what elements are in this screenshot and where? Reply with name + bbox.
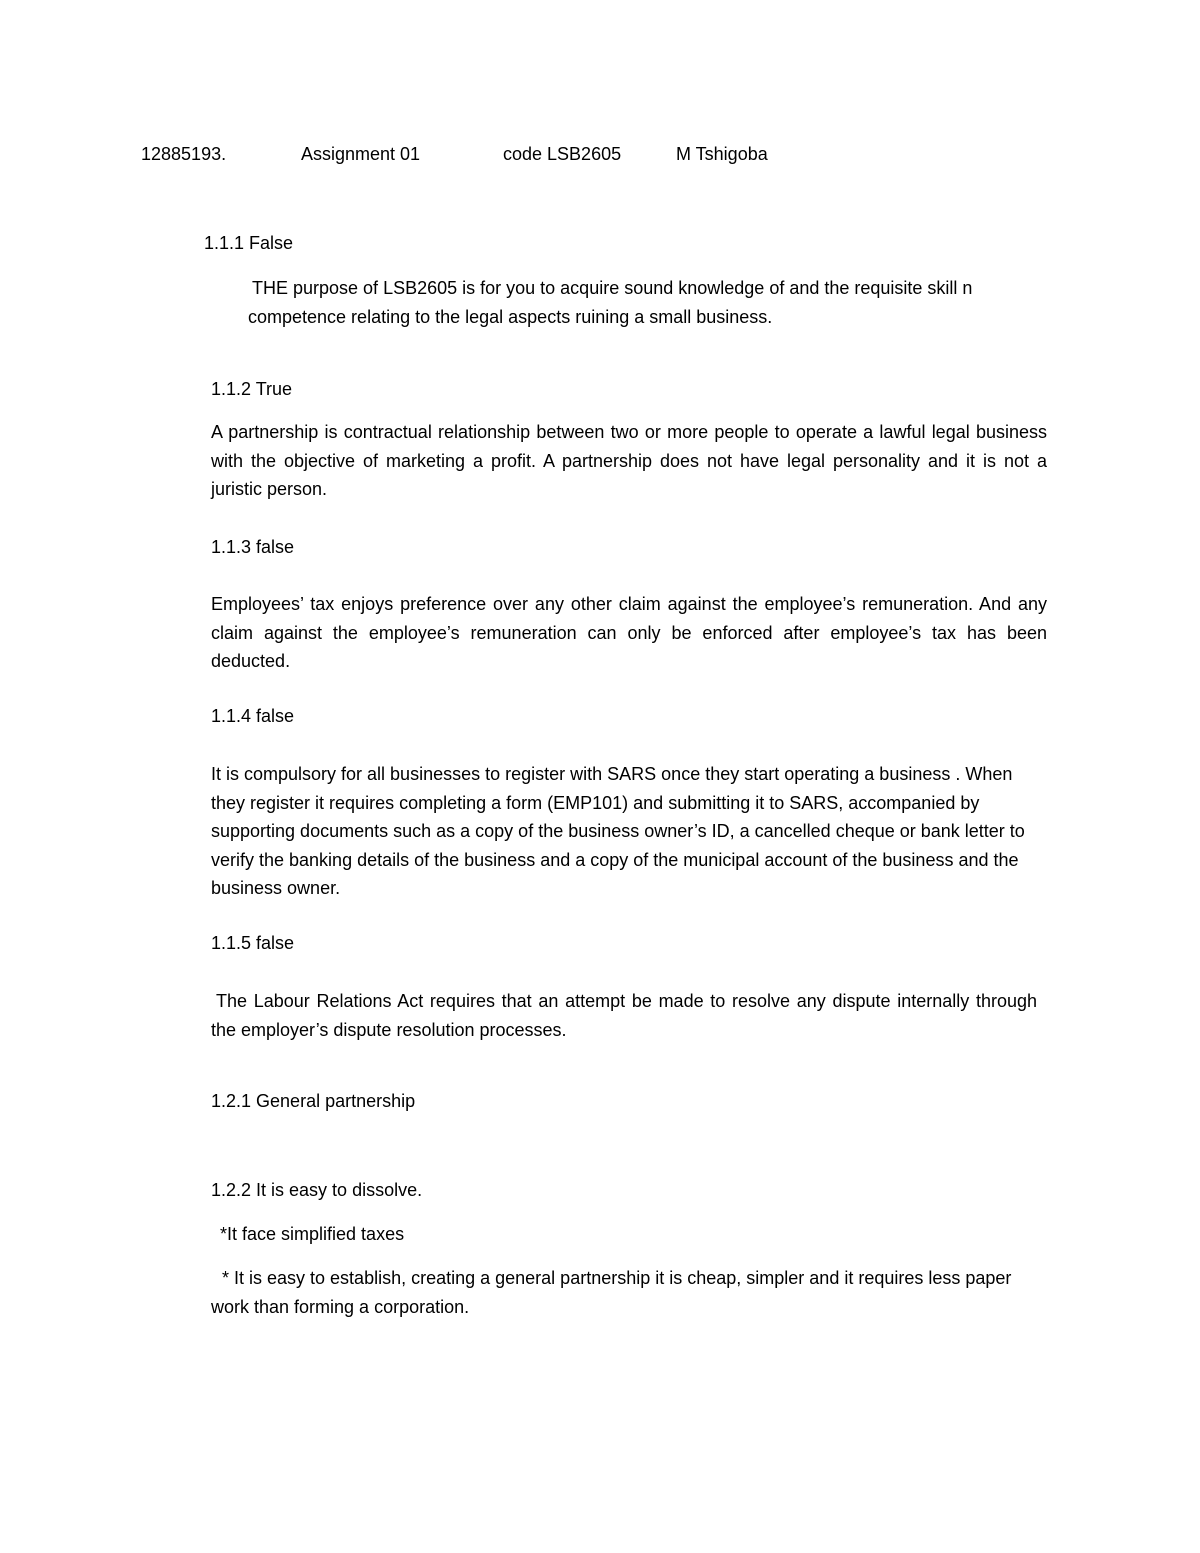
student-number: 12885193. [141,144,227,164]
answer-paragraph: A partnership is contractual relationship between two or more people to operate a lawful legal business with the objective of marketing a profit. A partnership does not have legal personality and it is not a juristic person. [211,422,1047,499]
assignment-label: Assignment 01 [301,144,421,164]
question-heading: 1.1.3 false [211,537,295,557]
course-code: code LSB2605 [503,144,622,164]
bullet-point: *It face simplified taxes [220,1224,405,1244]
answer-paragraph: It is compulsory for all businesses to register with SARS once they start operating a business . When they register it requires completing a form (EMP101) and submitting it to SARS, accompanied by supporting documents such as a copy of the business owner’s ID, a cancelled cheque or bank letter to verify the banking details of the business and a copy of the municipal account of the business and the business owner. [211,764,1025,898]
bullet-point: * It is easy to establish, creating a general partnership it is cheap, simpler and it requires less paper work than forming a corporation. [211,1268,1012,1317]
answer-paragraph: Employees’ tax enjoys preference over any other claim against the employee’s remuneration. And any claim against the employee’s remuneration can only be enforced after employee’s tax has been deducted. [211,594,1047,671]
student-name: M Tshigoba [676,144,768,164]
question-heading: 1.1.4 false [211,706,295,726]
question-heading: 1.1.1 False [204,233,294,253]
answer-paragraph: THE purpose of LSB2605 is for you to acquire sound knowledge of and the requisite skill n competence relating to the legal aspects ruining a small business. [248,278,973,327]
question-heading: 1.2.1 General partnership [211,1091,416,1111]
document-header [0,144,1200,168]
question-heading: 1.1.5 false [211,933,295,953]
question-heading: 1.2.2 It is easy to dissolve. [211,1180,423,1200]
answer-paragraph: The Labour Relations Act requires that an attempt be made to resolve any dispute internally through the employer’s dispute resolution processes. [211,991,1037,1040]
question-heading: 1.1.2 True [211,379,293,399]
